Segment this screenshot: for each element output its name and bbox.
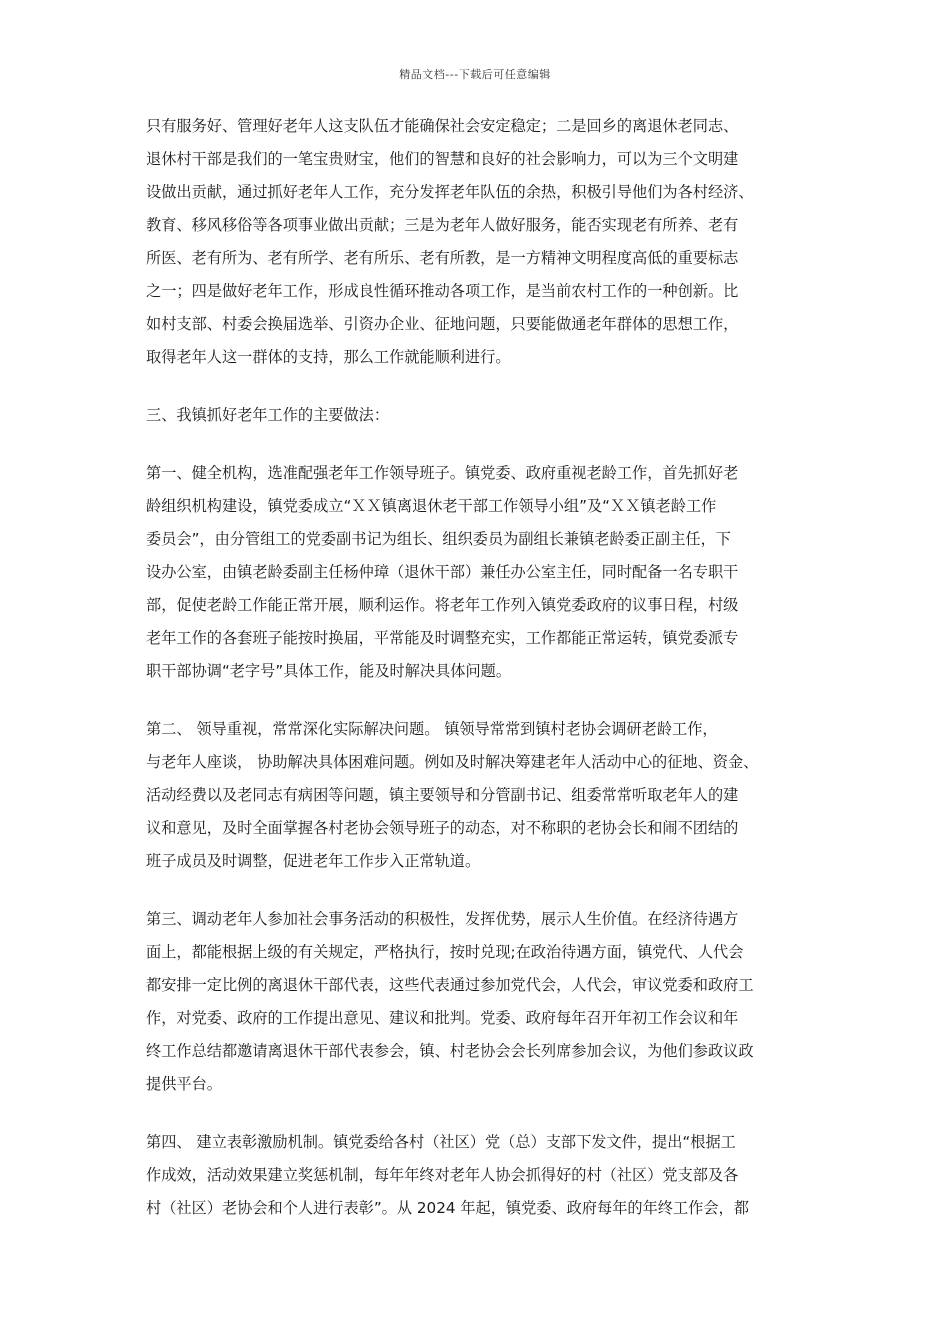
text-line: 教育、移风移俗等各项事业做出贡献；三是为老年人做好服务，能否实现老有所养、老有 xyxy=(146,216,739,234)
text-line: 第二、 领导重视，常常深化实际解决问题。 镇领导常常到镇村老协会调研老龄工作， xyxy=(146,720,718,738)
text-line: 职干部协调“老字号”具体工作，能及时解决具体问题。 xyxy=(146,662,512,680)
text-line: 只有服务好、管理好老年人这支队伍才能确保社会安定稳定；二是回乡的离退休老同志、 xyxy=(146,117,739,135)
text-line: 都安排一定比例的离退休干部代表，这些代表通过参加党代会，人代会，审议党委和政府工 xyxy=(146,976,754,994)
text-line: 退休村干部是我们的一笔宝贵财宝，他们的智慧和良好的社会影响力，可以为三个文明建 xyxy=(146,150,739,168)
paragraph-intro-continued xyxy=(146,110,818,374)
text-line: 老年工作的各套班子能按时换届，平常能及时调整充实，工作都能正常运转，镇党委派专 xyxy=(146,629,739,647)
page-header: 精品文档---下载后可任意编辑 xyxy=(399,68,551,81)
paragraph-first xyxy=(146,457,818,688)
text-line: 设做出贡献，通过抓好老年人工作，充分发挥老年队伍的余热，积极引导他们为各村经济、 xyxy=(146,183,754,201)
paragraph-second xyxy=(146,713,818,878)
text-line: 活动经费以及老同志有病困等问题，镇主要领导和分管副书记、组委常常听取老年人的建 xyxy=(146,786,739,804)
text-line: 提供平台。 xyxy=(146,1075,222,1093)
text-line: 作成效，活动效果建立奖惩机制，每年年终对老年人协会抓得好的村（社区）党支部及各 xyxy=(146,1166,739,1184)
heading-line: 三、我镇抓好老年工作的主要做法： xyxy=(146,406,389,424)
text-line: 之一；四是做好老年工作，形成良性循环推动各项工作，是当前农村工作的一种创新。比 xyxy=(146,282,739,300)
document-body xyxy=(146,110,818,1250)
paragraph-third xyxy=(146,903,818,1101)
text-line: 第三、调动老年人参加社会事务活动的积极性，发挥优势，展示人生价值。在经济待遇方 xyxy=(146,910,739,928)
text-line: 终工作总结都邀请离退休干部代表参会，镇、村老协会会长列席参加会议，为他们参政议政 xyxy=(146,1042,754,1060)
text-line: 取得老年人这一群体的支持，那么工作就能顺利进行。 xyxy=(146,348,511,366)
text-line: 委员会”，由分管组工的党委副书记为组长、组织委员为副组长兼镇老龄委正副主任，下 xyxy=(146,530,731,548)
text-line: 龄组织机构建设，镇党委成立“ＸＸ镇离退休老干部工作领导小组”及“ＸＸ镇老龄工作 xyxy=(146,497,717,515)
text-line: 与老年人座谈， 协助解决具体困难问题。例如及时解决筹建老年人活动中心的征地、资金、 xyxy=(146,753,759,771)
text-line: 议和意见，及时全面掌握各村老协会领导班子的动态，对不称职的老协会长和闹不团结的 xyxy=(146,819,739,837)
paragraph-fourth xyxy=(146,1126,818,1225)
text-line: 第四、 建立表彰激励机制。镇党委给各村（社区）党（总）支部下发文件，提出“根据工 xyxy=(146,1133,736,1151)
text-line: 面上，都能根据上级的有关规定，严格执行，按时兑现;在政治待遇方面，镇党代、人代会 xyxy=(146,943,744,961)
text-line: 所医、老有所为、老有所学、老有所乐、老有所教，是一方精神文明程度高低的重要标志 xyxy=(146,249,739,267)
text-line: 村（社区）老协会和个人进行表彰”。从 2024 年起，镇党委、政府每年的年终工作会，都 xyxy=(146,1199,749,1217)
text-line: 作，对党委、政府的工作提出意见、建议和批判。党委、政府每年召开年初工作会议和年 xyxy=(146,1009,739,1027)
text-line: 第一、健全机构，选准配强老年工作领导班子。镇党委、政府重视老龄工作，首先抓好老 xyxy=(146,464,739,482)
section-heading xyxy=(146,399,818,432)
text-line: 部，促使老龄工作能正常开展，顺利运作。将老年工作列入镇党委政府的议事日程，村级 xyxy=(146,596,739,614)
text-line: 设办公室，由镇老龄委副主任杨仲璋（退休干部）兼任办公室主任，同时配备一名专职干 xyxy=(146,563,739,581)
text-line: 班子成员及时调整，促进老年工作步入正常轨道。 xyxy=(146,852,481,870)
text-line: 如村支部、村委会换届选举、引资办企业、征地问题，只要能做通老年群体的思想工作， xyxy=(146,315,739,333)
